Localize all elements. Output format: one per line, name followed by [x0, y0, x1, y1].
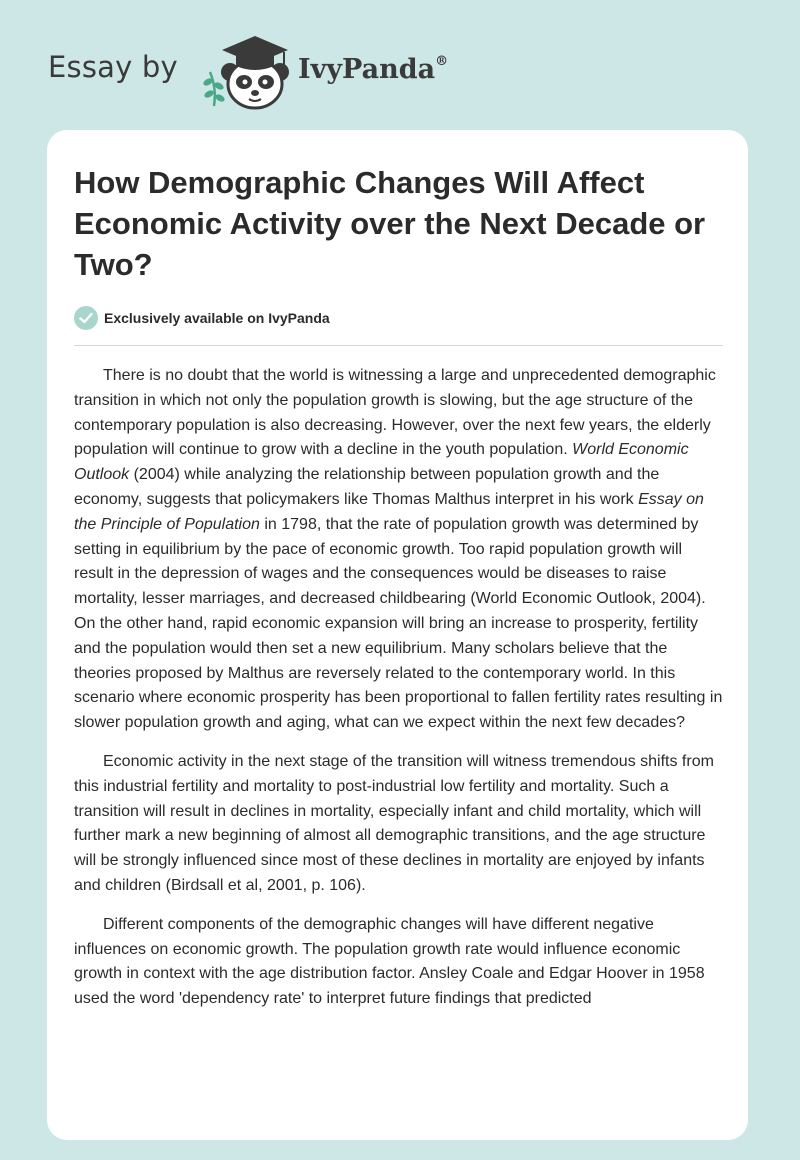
paragraph-3-text: Different components of the demographic changes will have different negative influences on economic growth. The population growth rate would influence economic growth in context with the age distribution factor. Ansley Coale and Edgar Hoover in 1958 used the word 'dependency rate' to interpret future findings that predicted	[74, 915, 705, 1008]
brand-prefix: Essay by	[48, 50, 178, 84]
paragraph-1-text-1: There is no doubt that the world is witnessing a large and unprecedented demographic transition in which not only the population growth is slowing, but the age structure of the contemporary population is also decreasing. However, over the next few years, the elderly population will continue to grow with a decline in the youth population.	[74, 367, 716, 459]
panda-graduation-cap-icon[interactable]	[200, 28, 300, 112]
essay-title: How Demographic Changes Will Affect Economic Activity over the Next Decade or Two?	[74, 165, 706, 282]
essay-body	[74, 364, 724, 1026]
brand-name	[298, 54, 448, 85]
paragraph-1-text-2: (2004) while analyzing the relationship between population growth and the economy, suggests that policymakers like Thomas Malthus interpret in his work	[74, 466, 660, 508]
check-circle-icon	[74, 306, 98, 330]
paragraph-2	[74, 750, 724, 899]
availability-badge	[74, 306, 330, 330]
paragraph-1	[74, 364, 724, 736]
paragraph-1-text-3: in 1798, that the rate of population growth was determined by setting in equilibrium by the pace of economic growth. Too rapid population growth will result in the depression of wages and the consequences would be diseases to raise mortality, lesser marriages, and decreased childbearing (World Economic Outlook, 2004). On the other hand, rapid economic expansion will bring an increase to prosperity, fertility and the population would then set a new equilibrium. Many scholars believe that the theories proposed by Malthus are reversely related to the contemporary world. In this scenario where economic prosperity has been proportional to fallen fertility rates resulting in slower population growth and aging, what can we expect within the next few decades?	[74, 515, 723, 732]
brand-name-text: IvyPanda	[298, 54, 436, 85]
citation-essay-on-population: Essay on the Principle of Population	[74, 490, 704, 533]
divider	[74, 345, 723, 346]
registered-mark: ®	[435, 54, 449, 69]
site-header	[0, 0, 800, 130]
availability-label: Exclusively available on IvyPanda	[104, 310, 330, 326]
citation-world-economic-outlook: World Economic Outlook	[74, 441, 689, 484]
paragraph-3	[74, 913, 724, 1012]
paragraph-2-text: Economic activity in the next stage of the transition will witness tremendous shifts from this industrial fertility and mortality to post-industrial low fertility and mortality. Such a transition will result in declines in mortality, especially infant and child mortality, which will further mark a new beginning of almost all demographic transitions, and the age structure will be strongly influenced since most of these declines in mortality are enjoyed by infants and children (Birdsall et al, 2001, p. 106).	[74, 752, 714, 894]
essay-card	[47, 130, 748, 1140]
